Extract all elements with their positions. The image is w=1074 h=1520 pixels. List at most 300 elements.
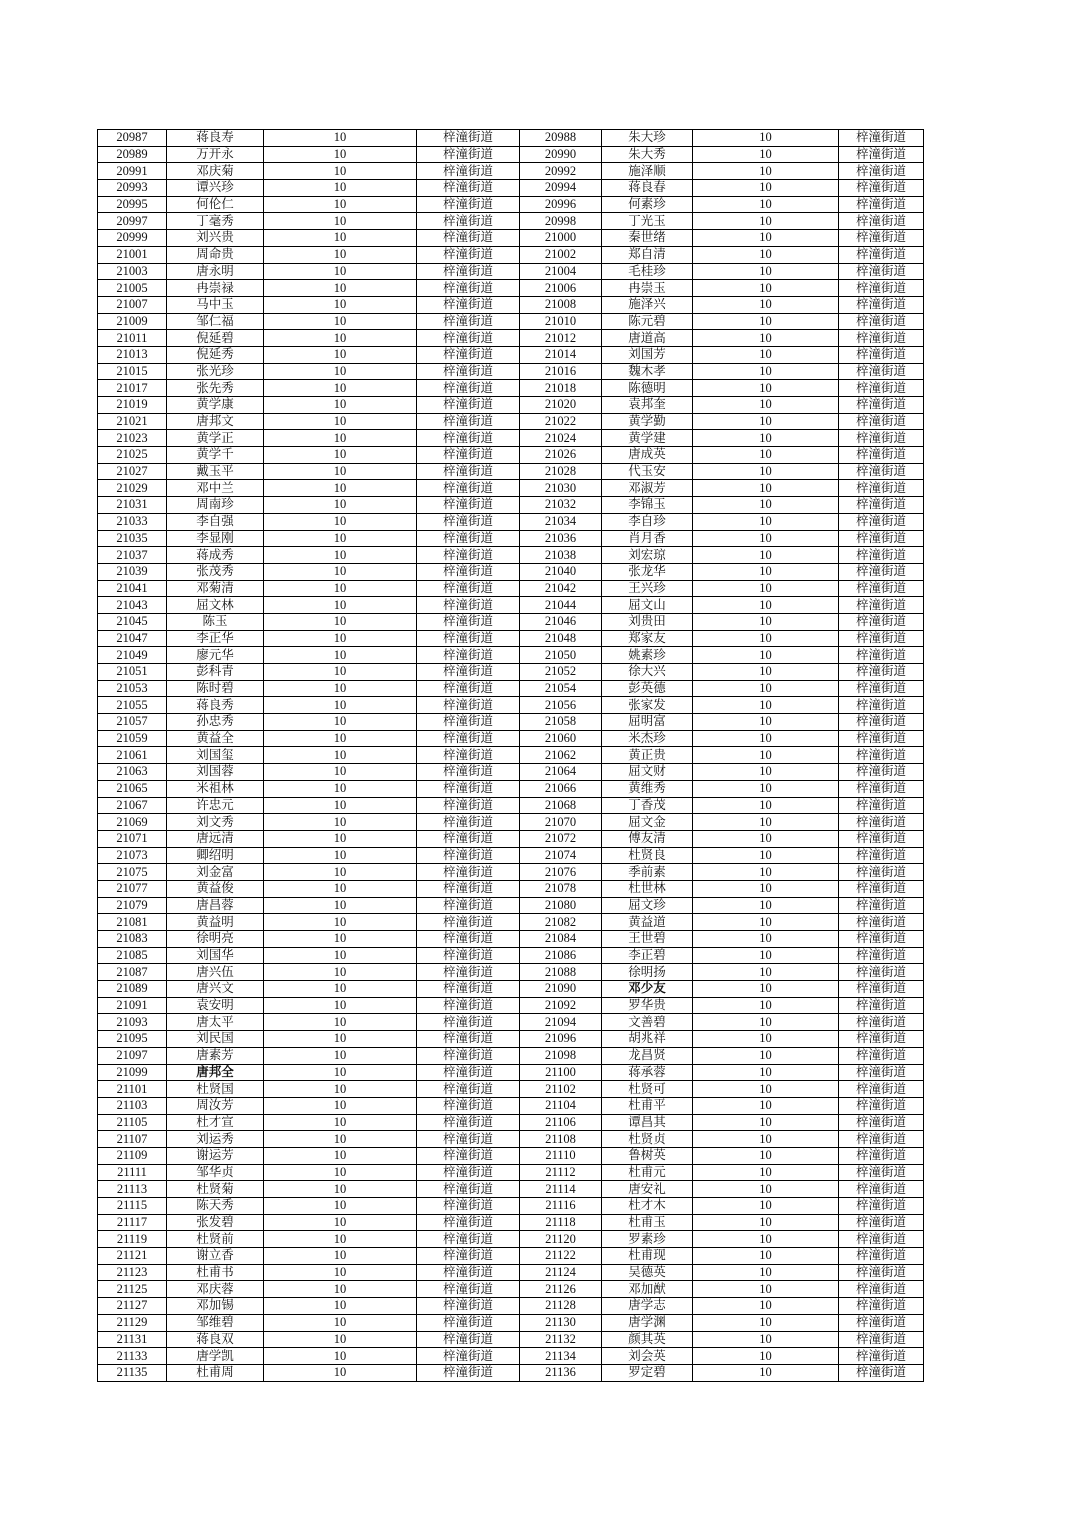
person-name-cell: 陈元碧: [602, 313, 693, 330]
person-name-cell: 丁香茂: [602, 797, 693, 814]
amount-cell: 10: [264, 1364, 417, 1381]
amount-cell: 10: [264, 163, 417, 180]
record-id-cell: 21121: [98, 1248, 167, 1265]
table-row: [98, 1298, 924, 1315]
amount-cell: 10: [264, 580, 417, 597]
record-id-cell: 21110: [520, 1147, 602, 1164]
person-name-cell: 徐明扬: [602, 964, 693, 981]
record-id-cell: 21079: [98, 897, 167, 914]
record-id-cell: 21100: [520, 1064, 602, 1081]
amount-cell: 10: [264, 630, 417, 647]
record-id-cell: 20987: [98, 130, 167, 147]
record-id-cell: 21009: [98, 313, 167, 330]
table-row: [98, 830, 924, 847]
person-name-cell: 王世碧: [602, 931, 693, 948]
record-id-cell: 21108: [520, 1131, 602, 1148]
person-name-cell: 杜甫书: [167, 1264, 264, 1281]
region-cell: 梓潼街道: [839, 497, 924, 514]
record-id-cell: 20998: [520, 213, 602, 230]
region-cell: 梓潼街道: [839, 1314, 924, 1331]
amount-cell: 10: [693, 346, 839, 363]
amount-cell: 10: [264, 1147, 417, 1164]
person-name-cell: 杜甫周: [167, 1364, 264, 1381]
record-id-cell: 20992: [520, 163, 602, 180]
region-cell: 梓潼街道: [839, 914, 924, 931]
record-id-cell: 21057: [98, 714, 167, 731]
amount-cell: 10: [693, 1364, 839, 1381]
region-cell: 梓潼街道: [417, 714, 520, 731]
region-cell: 梓潼街道: [839, 630, 924, 647]
record-id-cell: 21088: [520, 964, 602, 981]
record-id-cell: 21043: [98, 597, 167, 614]
amount-cell: 10: [693, 864, 839, 881]
region-cell: 梓潼街道: [839, 563, 924, 580]
amount-cell: 10: [264, 664, 417, 681]
table-row: [98, 213, 924, 230]
amount-cell: 10: [693, 747, 839, 764]
record-id-cell: 21045: [98, 613, 167, 630]
person-name-cell: 郑自清: [602, 246, 693, 263]
region-cell: 梓潼街道: [839, 146, 924, 163]
record-id-cell: 21047: [98, 630, 167, 647]
region-cell: 梓潼街道: [417, 1081, 520, 1098]
person-name-cell: 邹仁福: [167, 313, 264, 330]
person-name-cell: 胡兆祥: [602, 1031, 693, 1048]
record-id-cell: 21023: [98, 430, 167, 447]
amount-cell: 10: [264, 847, 417, 864]
amount-cell: 10: [264, 814, 417, 831]
amount-cell: 10: [264, 830, 417, 847]
record-id-cell: 20990: [520, 146, 602, 163]
record-id-cell: 21048: [520, 630, 602, 647]
region-cell: 梓潼街道: [417, 597, 520, 614]
region-cell: 梓潼街道: [417, 764, 520, 781]
person-name-cell: 邓加猷: [602, 1281, 693, 1298]
amount-cell: 10: [693, 730, 839, 747]
person-name-cell: 唐成英: [602, 447, 693, 464]
amount-cell: 10: [693, 613, 839, 630]
region-cell: 梓潼街道: [839, 847, 924, 864]
region-cell: 梓潼街道: [839, 1231, 924, 1248]
record-id-cell: 21065: [98, 780, 167, 797]
person-name-cell: 黄学正: [167, 430, 264, 447]
region-cell: 梓潼街道: [839, 1147, 924, 1164]
person-name-cell: 黄益道: [602, 914, 693, 931]
amount-cell: 10: [693, 246, 839, 263]
region-cell: 梓潼街道: [417, 981, 520, 998]
record-id-cell: 21091: [98, 997, 167, 1014]
record-id-cell: 21014: [520, 346, 602, 363]
amount-cell: 10: [264, 981, 417, 998]
amount-cell: 10: [693, 1281, 839, 1298]
person-name-cell: 蒋承蓉: [602, 1064, 693, 1081]
region-cell: 梓潼街道: [417, 1248, 520, 1265]
person-name-cell: 罗华贵: [602, 997, 693, 1014]
person-name-cell: 罗定碧: [602, 1364, 693, 1381]
person-name-cell: 唐远清: [167, 830, 264, 847]
region-cell: 梓潼街道: [839, 380, 924, 397]
region-cell: 梓潼街道: [417, 730, 520, 747]
record-id-cell: 21049: [98, 647, 167, 664]
amount-cell: 10: [693, 580, 839, 597]
amount-cell: 10: [264, 1181, 417, 1198]
person-name-cell: 鲁树英: [602, 1147, 693, 1164]
region-cell: 梓潼街道: [839, 547, 924, 564]
table-row: [98, 730, 924, 747]
amount-cell: 10: [693, 914, 839, 931]
person-name-cell: 李正华: [167, 630, 264, 647]
table-row: [98, 1047, 924, 1064]
record-id-cell: 21083: [98, 931, 167, 948]
region-cell: 梓潼街道: [839, 981, 924, 998]
region-cell: 梓潼街道: [839, 1164, 924, 1181]
amount-cell: 10: [264, 263, 417, 280]
region-cell: 梓潼街道: [417, 747, 520, 764]
person-name-cell: 徐大兴: [602, 664, 693, 681]
amount-cell: 10: [693, 1031, 839, 1048]
record-id-cell: 21115: [98, 1198, 167, 1215]
table-row: [98, 180, 924, 197]
region-cell: 梓潼街道: [839, 1348, 924, 1365]
amount-cell: 10: [693, 497, 839, 514]
amount-cell: 10: [693, 196, 839, 213]
record-id-cell: 20994: [520, 180, 602, 197]
table-row: [98, 430, 924, 447]
table-row: [98, 647, 924, 664]
amount-cell: 10: [264, 346, 417, 363]
region-cell: 梓潼街道: [417, 664, 520, 681]
person-name-cell: 何素珍: [602, 196, 693, 213]
amount-cell: 10: [693, 130, 839, 147]
person-name-cell: 杜贤可: [602, 1081, 693, 1098]
amount-cell: 10: [693, 1248, 839, 1265]
amount-cell: 10: [264, 1214, 417, 1231]
record-id-cell: 21099: [98, 1064, 167, 1081]
region-cell: 梓潼街道: [839, 447, 924, 464]
region-cell: 梓潼街道: [839, 597, 924, 614]
table-row: [98, 246, 924, 263]
record-id-cell: 21020: [520, 397, 602, 414]
region-cell: 梓潼街道: [839, 1047, 924, 1064]
region-cell: 梓潼街道: [839, 647, 924, 664]
person-name-cell: 邓中兰: [167, 480, 264, 497]
person-name-cell: 刘会英: [602, 1348, 693, 1365]
amount-cell: 10: [693, 597, 839, 614]
person-name-cell: 唐兴伍: [167, 964, 264, 981]
person-name-cell: 杜才宣: [167, 1114, 264, 1131]
person-name-cell: 陈玉: [167, 613, 264, 630]
record-id-cell: 21026: [520, 447, 602, 464]
amount-cell: 10: [693, 1298, 839, 1315]
region-cell: 梓潼街道: [417, 1198, 520, 1215]
region-cell: 梓潼街道: [839, 997, 924, 1014]
table-row: [98, 981, 924, 998]
amount-cell: 10: [693, 1231, 839, 1248]
record-id-cell: 21038: [520, 547, 602, 564]
region-cell: 梓潼街道: [417, 146, 520, 163]
amount-cell: 10: [693, 1114, 839, 1131]
table-row: [98, 864, 924, 881]
amount-cell: 10: [693, 697, 839, 714]
record-id-cell: 21109: [98, 1147, 167, 1164]
region-cell: 梓潼街道: [417, 163, 520, 180]
person-name-cell: 刘兴贵: [167, 230, 264, 247]
region-cell: 梓潼街道: [839, 530, 924, 547]
record-id-cell: 20988: [520, 130, 602, 147]
amount-cell: 10: [693, 680, 839, 697]
region-cell: 梓潼街道: [839, 513, 924, 530]
amount-cell: 10: [264, 1031, 417, 1048]
amount-cell: 10: [264, 1348, 417, 1365]
amount-cell: 10: [693, 547, 839, 564]
record-id-cell: 21126: [520, 1281, 602, 1298]
table-row: [98, 1248, 924, 1265]
region-cell: 梓潼街道: [417, 1231, 520, 1248]
region-cell: 梓潼街道: [839, 580, 924, 597]
table-row: [98, 1014, 924, 1031]
amount-cell: 10: [264, 246, 417, 263]
record-id-cell: 21112: [520, 1164, 602, 1181]
region-cell: 梓潼街道: [417, 280, 520, 297]
amount-cell: 10: [693, 1314, 839, 1331]
record-id-cell: 21131: [98, 1331, 167, 1348]
amount-cell: 10: [264, 447, 417, 464]
region-cell: 梓潼街道: [417, 1114, 520, 1131]
amount-cell: 10: [264, 413, 417, 430]
region-cell: 梓潼街道: [417, 230, 520, 247]
record-id-cell: 21011: [98, 330, 167, 347]
amount-cell: 10: [264, 1264, 417, 1281]
region-cell: 梓潼街道: [839, 864, 924, 881]
amount-cell: 10: [264, 697, 417, 714]
amount-cell: 10: [264, 563, 417, 580]
amount-cell: 10: [693, 163, 839, 180]
person-name-cell: 刘国蓉: [167, 764, 264, 781]
record-id-cell: 21012: [520, 330, 602, 347]
table-row: [98, 280, 924, 297]
table-row: [98, 947, 924, 964]
amount-cell: 10: [264, 430, 417, 447]
amount-cell: 10: [264, 463, 417, 480]
region-cell: 梓潼街道: [417, 1147, 520, 1164]
region-cell: 梓潼街道: [839, 463, 924, 480]
table-row: [98, 313, 924, 330]
record-id-cell: 20991: [98, 163, 167, 180]
record-id-cell: 21029: [98, 480, 167, 497]
amount-cell: 10: [693, 563, 839, 580]
table-row: [98, 780, 924, 797]
record-id-cell: 21000: [520, 230, 602, 247]
person-name-cell: 黄益明: [167, 914, 264, 931]
person-name-cell: 刘金富: [167, 864, 264, 881]
amount-cell: 10: [693, 830, 839, 847]
table-row: [98, 1147, 924, 1164]
record-id-cell: 21120: [520, 1231, 602, 1248]
table-row: [98, 931, 924, 948]
region-cell: 梓潼街道: [839, 1248, 924, 1265]
record-id-cell: 21007: [98, 296, 167, 313]
record-id-cell: 21022: [520, 413, 602, 430]
person-name-cell: 陈天秀: [167, 1198, 264, 1215]
table-row: [98, 463, 924, 480]
table-row: [98, 497, 924, 514]
region-cell: 梓潼街道: [417, 313, 520, 330]
record-id-cell: 21070: [520, 814, 602, 831]
amount-cell: 10: [693, 1064, 839, 1081]
person-name-cell: 代玉安: [602, 463, 693, 480]
person-name-cell: 唐永明: [167, 263, 264, 280]
region-cell: 梓潼街道: [839, 313, 924, 330]
region-cell: 梓潼街道: [839, 196, 924, 213]
amount-cell: 10: [264, 914, 417, 931]
person-name-cell: 黄学千: [167, 447, 264, 464]
region-cell: 梓潼街道: [417, 697, 520, 714]
person-name-cell: 杜甫玉: [602, 1214, 693, 1231]
record-id-cell: 21058: [520, 714, 602, 731]
person-name-cell: 周汝芳: [167, 1097, 264, 1114]
record-id-cell: 21003: [98, 263, 167, 280]
amount-cell: 10: [264, 613, 417, 630]
amount-cell: 10: [693, 363, 839, 380]
region-cell: 梓潼街道: [839, 780, 924, 797]
person-name-cell: 刘国玺: [167, 747, 264, 764]
table-row: [98, 764, 924, 781]
region-cell: 梓潼街道: [839, 1298, 924, 1315]
person-name-cell: 杜甫元: [602, 1164, 693, 1181]
record-id-cell: 21133: [98, 1348, 167, 1365]
region-cell: 梓潼街道: [839, 1114, 924, 1131]
table-row: [98, 1114, 924, 1131]
amount-cell: 10: [264, 764, 417, 781]
table-row: [98, 814, 924, 831]
person-name-cell: 傅友清: [602, 830, 693, 847]
table-row: [98, 296, 924, 313]
person-name-cell: 米杰珍: [602, 730, 693, 747]
table-row: [98, 480, 924, 497]
person-name-cell: 唐学凯: [167, 1348, 264, 1365]
record-id-cell: 21028: [520, 463, 602, 480]
amount-cell: 10: [693, 814, 839, 831]
person-name-cell: 张发碧: [167, 1214, 264, 1231]
person-name-cell: 黄益全: [167, 730, 264, 747]
person-name-cell: 卿绍明: [167, 847, 264, 864]
person-name-cell: 郑家友: [602, 630, 693, 647]
region-cell: 梓潼街道: [417, 897, 520, 914]
region-cell: 梓潼街道: [839, 346, 924, 363]
record-id-cell: 21032: [520, 497, 602, 514]
amount-cell: 10: [693, 146, 839, 163]
person-name-cell: 王兴珍: [602, 580, 693, 597]
record-id-cell: 21129: [98, 1314, 167, 1331]
amount-cell: 10: [693, 1198, 839, 1215]
region-cell: 梓潼街道: [417, 1164, 520, 1181]
amount-cell: 10: [264, 897, 417, 914]
person-name-cell: 黄正贵: [602, 747, 693, 764]
record-id-cell: 21106: [520, 1114, 602, 1131]
amount-cell: 10: [264, 146, 417, 163]
record-id-cell: 21017: [98, 380, 167, 397]
amount-cell: 10: [264, 397, 417, 414]
record-id-cell: 21085: [98, 947, 167, 964]
region-cell: 梓潼街道: [417, 830, 520, 847]
amount-cell: 10: [264, 1081, 417, 1098]
record-id-cell: 21040: [520, 563, 602, 580]
region-cell: 梓潼街道: [839, 931, 924, 948]
record-id-cell: 21113: [98, 1181, 167, 1198]
region-cell: 梓潼街道: [417, 964, 520, 981]
amount-cell: 10: [693, 714, 839, 731]
region-cell: 梓潼街道: [417, 1331, 520, 1348]
person-name-cell: 杜贤菊: [167, 1181, 264, 1198]
table-row: [98, 1348, 924, 1365]
amount-cell: 10: [264, 547, 417, 564]
region-cell: 梓潼街道: [839, 1198, 924, 1215]
record-id-cell: 21107: [98, 1131, 167, 1148]
region-cell: 梓潼街道: [839, 1064, 924, 1081]
amount-cell: 10: [693, 1147, 839, 1164]
table-row: [98, 163, 924, 180]
amount-cell: 10: [264, 597, 417, 614]
amount-cell: 10: [264, 1131, 417, 1148]
region-cell: 梓潼街道: [839, 263, 924, 280]
record-id-cell: 21116: [520, 1198, 602, 1215]
table-row: [98, 380, 924, 397]
table-row: [98, 664, 924, 681]
person-name-cell: 屈文金: [602, 814, 693, 831]
region-cell: 梓潼街道: [839, 747, 924, 764]
region-cell: 梓潼街道: [417, 463, 520, 480]
person-name-cell: 刘贵田: [602, 613, 693, 630]
person-name-cell: 袁邦奎: [602, 397, 693, 414]
record-id-cell: 21077: [98, 880, 167, 897]
table-row: [98, 847, 924, 864]
amount-cell: 10: [693, 964, 839, 981]
region-cell: 梓潼街道: [839, 413, 924, 430]
region-cell: 梓潼街道: [417, 330, 520, 347]
person-name-cell: 颜其英: [602, 1331, 693, 1348]
record-id-cell: 21123: [98, 1264, 167, 1281]
amount-cell: 10: [264, 480, 417, 497]
table-row: [98, 447, 924, 464]
person-name-cell: 唐太平: [167, 1014, 264, 1031]
amount-cell: 10: [264, 330, 417, 347]
record-id-cell: 21052: [520, 664, 602, 681]
record-id-cell: 21041: [98, 580, 167, 597]
person-name-cell: 蒋成秀: [167, 547, 264, 564]
amount-cell: 10: [264, 964, 417, 981]
region-cell: 梓潼街道: [417, 1348, 520, 1365]
record-id-cell: 21087: [98, 964, 167, 981]
amount-cell: 10: [693, 180, 839, 197]
amount-cell: 10: [693, 280, 839, 297]
record-id-cell: 21059: [98, 730, 167, 747]
table-row: [98, 530, 924, 547]
amount-cell: 10: [693, 1131, 839, 1148]
record-id-cell: 21034: [520, 513, 602, 530]
region-cell: 梓潼街道: [417, 613, 520, 630]
amount-cell: 10: [264, 714, 417, 731]
region-cell: 梓潼街道: [839, 397, 924, 414]
region-cell: 梓潼街道: [417, 246, 520, 263]
record-id-cell: 21031: [98, 497, 167, 514]
record-id-cell: 21060: [520, 730, 602, 747]
person-name-cell: 唐道高: [602, 330, 693, 347]
region-cell: 梓潼街道: [839, 1014, 924, 1031]
amount-cell: 10: [264, 680, 417, 697]
person-name-cell: 徐明亮: [167, 931, 264, 948]
roster-sheet: [97, 129, 923, 1382]
region-cell: 梓潼街道: [839, 1281, 924, 1298]
